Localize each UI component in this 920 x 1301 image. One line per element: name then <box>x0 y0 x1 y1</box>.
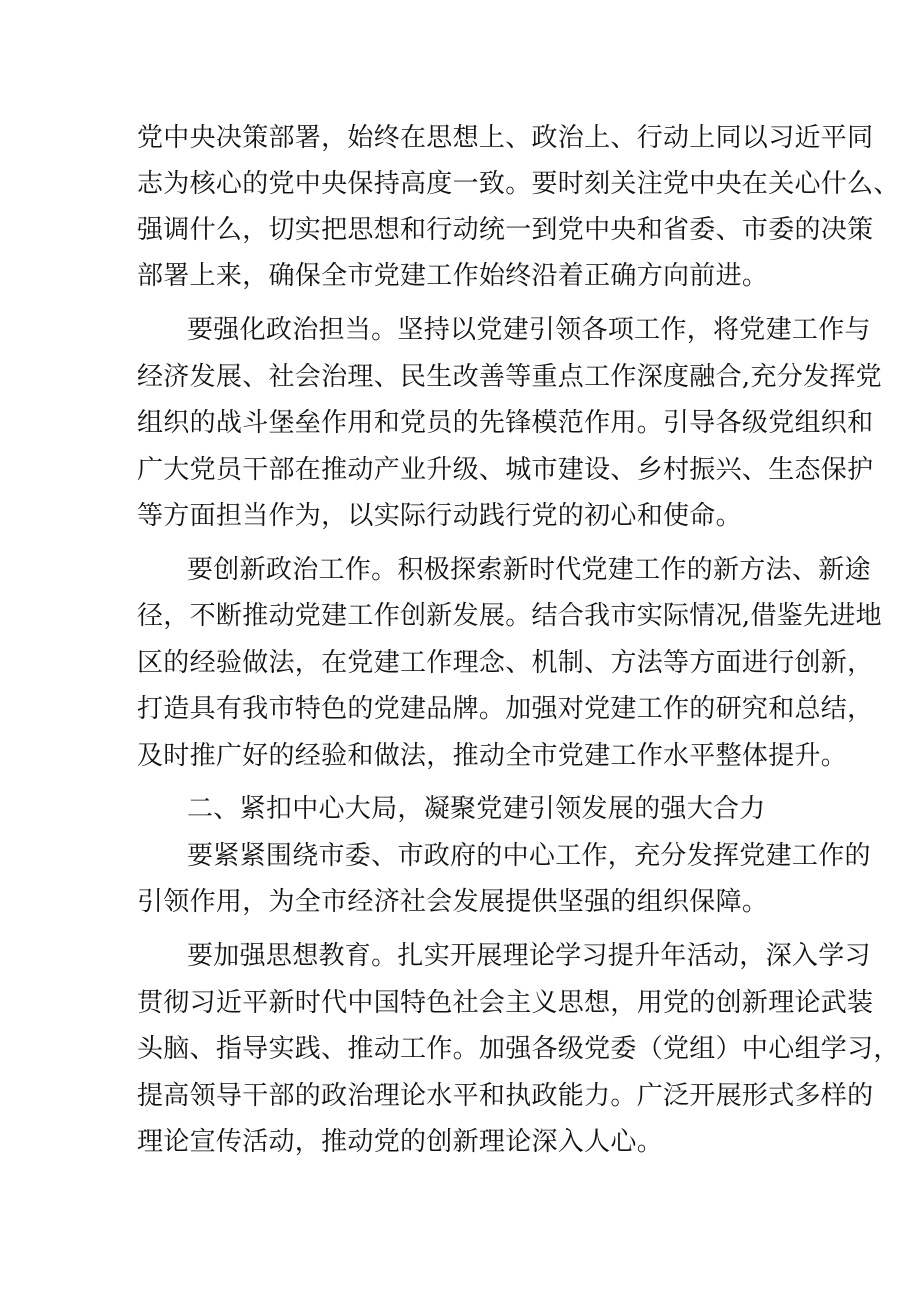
text-line: 引领作用，为全市经济社会发展提供坚强的组织保障。 <box>137 887 769 917</box>
text-line: 径，不断推动党建工作创新发展。结合我市实际情况,借鉴先进地 <box>137 601 882 631</box>
text-line: 组织的战斗堡垒作用和党员的先锋模范作用。引导各级党组织和 <box>137 408 874 438</box>
text-line: 头脑、指导实践、推动工作。加强各级党委（党组）中心组学习， <box>137 1034 900 1064</box>
text-line: 部署上来，确保全市党建工作始终沿着正确方向前进。 <box>137 261 769 291</box>
text-line: 广大党员干部在推动产业升级、城市建设、乡村振兴、生态保护 <box>137 455 874 485</box>
paragraph-first-line: 要紧紧围绕市委、市政府的中心工作，充分发挥党建工作的 <box>187 841 871 871</box>
text-line: 等方面担当作为，以实际行动践行党的初心和使命。 <box>137 501 742 531</box>
paragraph-first-line: 要强化政治担当。坚持以党建引领各项工作，将党建工作与 <box>187 315 871 345</box>
text-line: 及时推广好的经验和做法，推动全市党建工作水平整体提升。 <box>137 741 848 771</box>
text-line: 贯彻习近平新时代中国特色社会主义思想，用党的创新理论武装 <box>137 988 874 1018</box>
paragraph-first-line: 要创新政治工作。积极探索新时代党建工作的新方法、新途 <box>187 555 871 585</box>
text-line: 经济发展、社会治理、民生改善等重点工作深度融合,充分发挥党 <box>137 362 882 392</box>
text-line: 志为核心的党中央保持高度一致。要时刻关注党中央在关心什么、 <box>137 169 900 199</box>
text-line: 提高领导干部的政治理论水平和执政能力。广泛开展形式多样的 <box>137 1081 874 1111</box>
text-line: 理论宣传活动，推动党的创新理论深入人心。 <box>137 1127 664 1157</box>
text-line: 强调什么，切实把思想和行动统一到党中央和省委、市委的决策 <box>137 215 874 245</box>
section-heading: 二、紧扣中心大局，凝聚党建引领发展的强大合力 <box>187 794 766 824</box>
text-line: 区的经验做法，在党建工作理念、机制、方法等方面进行创新， <box>137 648 874 678</box>
paragraph-first-line: 要加强思想教育。扎实开展理论学习提升年活动，深入学习 <box>187 941 871 971</box>
text-line: 打造具有我市特色的党建品牌。加强对党建工作的研究和总结， <box>137 694 874 724</box>
text-line: 党中央决策部署，始终在思想上、政治上、行动上同以习近平同 <box>137 123 874 153</box>
